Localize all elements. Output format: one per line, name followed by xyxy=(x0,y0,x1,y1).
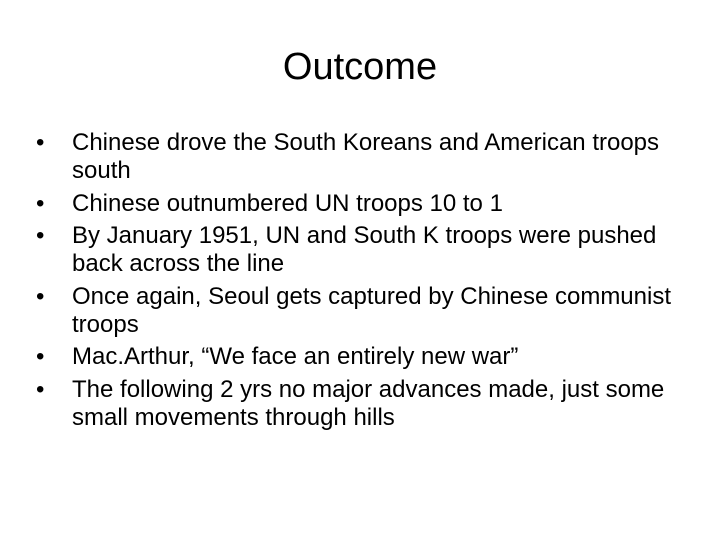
bullet-icon: • xyxy=(36,222,45,249)
bullet-text: Mac.Arthur, “We face an entirely new war” xyxy=(72,343,519,370)
bullet-icon: • xyxy=(36,129,45,156)
bullet-item xyxy=(36,343,696,371)
bullet-item xyxy=(36,283,696,339)
bullet-icon: • xyxy=(36,375,45,403)
bullet-icon: • xyxy=(36,189,45,217)
bullet-text: Chinese drove the South Koreans and American troops south xyxy=(72,129,660,184)
bullet-text: Once again, Seoul gets captured by Chinese communist troops xyxy=(72,282,672,338)
bullet-list xyxy=(36,129,696,436)
bullet-item xyxy=(36,129,696,185)
bullet-item xyxy=(36,190,696,218)
bullet-text: Chinese outnumbered UN troops 10 to 1 xyxy=(72,189,503,217)
bullet-icon: • xyxy=(36,282,45,310)
bullet-item xyxy=(36,376,696,432)
bullet-text: By January 1951, UN and South K troops were pushed back across the line xyxy=(72,222,657,277)
bullet-item xyxy=(36,222,696,278)
slide-title: Outcome xyxy=(282,46,438,88)
bullet-text: The following 2 yrs no major advances made, just some small movements through hills xyxy=(72,375,665,431)
bullet-icon: • xyxy=(36,343,45,370)
